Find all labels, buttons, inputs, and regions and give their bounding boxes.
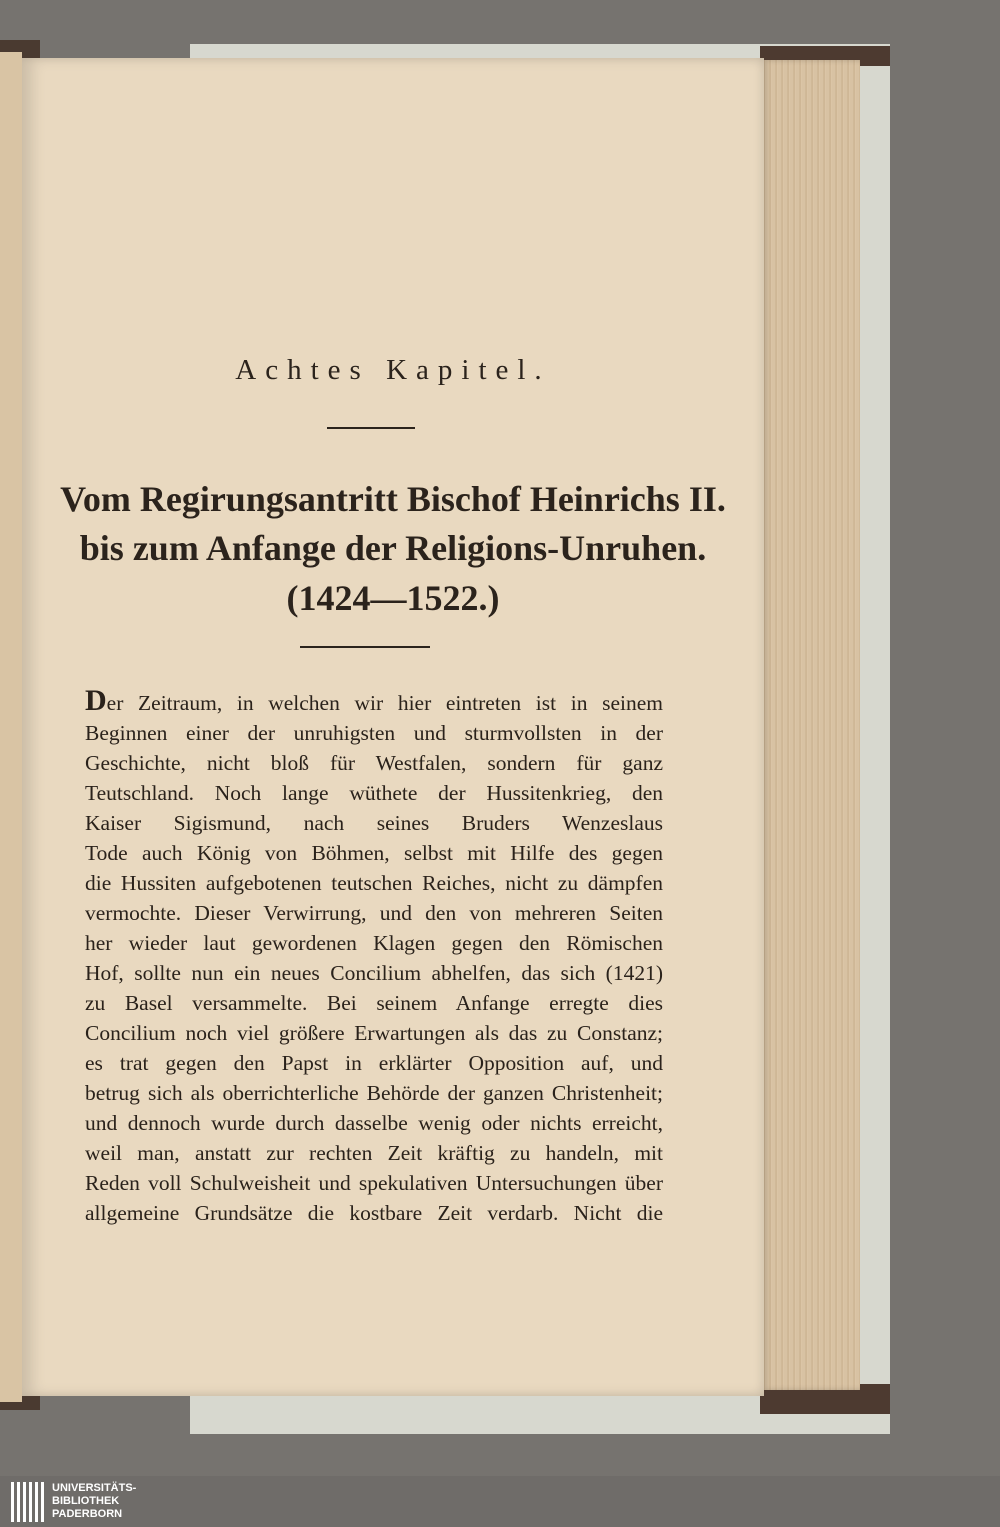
book-page (22, 58, 764, 1396)
body-line: Geschichte, nicht bloß für Westfalen, sondern für ganz (85, 751, 663, 775)
body-line: her wieder laut gewordenen Klagen gegen den Römischen (85, 931, 663, 955)
body-line: es trat gegen den Papst in erklärter Opposition auf, und (85, 1051, 663, 1075)
body-line: Hof, sollte nun ein neues Concilium abhelfen, das sich (1421) (85, 961, 663, 985)
body-line: Concilium noch viel größere Erwartungen als das zu Constanz; (85, 1021, 663, 1045)
drop-cap: D (85, 684, 107, 717)
library-logo-bar (0, 1476, 1000, 1527)
body-line: Tode auch König von Böhmen, selbst mit Hilfe des gegen (85, 841, 663, 865)
chapter-title-dates: (1424—1522.) (286, 578, 500, 618)
chapter-heading: Achtes Kapitel. (235, 354, 551, 386)
body-line: allgemeine Grundsätze die kostbare Zeit verdarb. Nicht die (85, 1201, 663, 1225)
body-line: weil man, anstatt zur rechten Zeit kräftig zu handeln, mit (85, 1141, 663, 1165)
chapter-title-line: bis zum Anfange der Religions-Unruhen. (79, 528, 707, 568)
body-line: zu Basel versammelte. Bei seinem Anfange erregte dies (85, 991, 663, 1015)
logo-text-line: BIBLIOTHEK (52, 1495, 120, 1507)
body-line: Reden voll Schulweisheit und spekulativen Untersuchungen über (85, 1171, 663, 1195)
body-line: vermochte. Dieser Verwirrung, und den von mehreren Seiten (85, 901, 663, 925)
body-line: und dennoch wurde durch dasselbe wenig oder nichts erreicht, (85, 1111, 663, 1135)
body-line: betrug sich als oberrichterliche Behörde der ganzen Christenheit; (85, 1081, 663, 1105)
body-line-text: er Zeitraum, in welchen wir hier eintreten ist in seinem (106, 691, 663, 715)
body-paragraph (85, 686, 663, 1228)
page-stack-fore-edge (760, 60, 860, 1390)
body-line (85, 686, 663, 718)
left-page-edge (0, 52, 22, 1402)
library-logo-text (52, 1482, 136, 1521)
logo-text-line: PADERBORN (52, 1508, 123, 1520)
library-logo-icon (9, 1480, 45, 1524)
body-line: die Hussiten aufgebotenen teutschen Reiches, nicht zu dämpfen (85, 871, 663, 895)
chapter-title-line: Vom Regirungsantritt Bischof Heinrichs II. (60, 479, 726, 519)
body-line: Beginnen einer der unruhigsten und sturmvollsten in der (85, 721, 663, 745)
body-line: Kaiser Sigismund, nach seines Bruders Wenzeslaus (85, 811, 663, 835)
logo-text-line: UNIVERSITÄTS- (52, 1482, 137, 1494)
separator-rule (327, 427, 415, 429)
separator-rule (300, 646, 430, 648)
body-line: Teutschland. Noch lange wüthete der Hussitenkrieg, den (85, 781, 663, 805)
